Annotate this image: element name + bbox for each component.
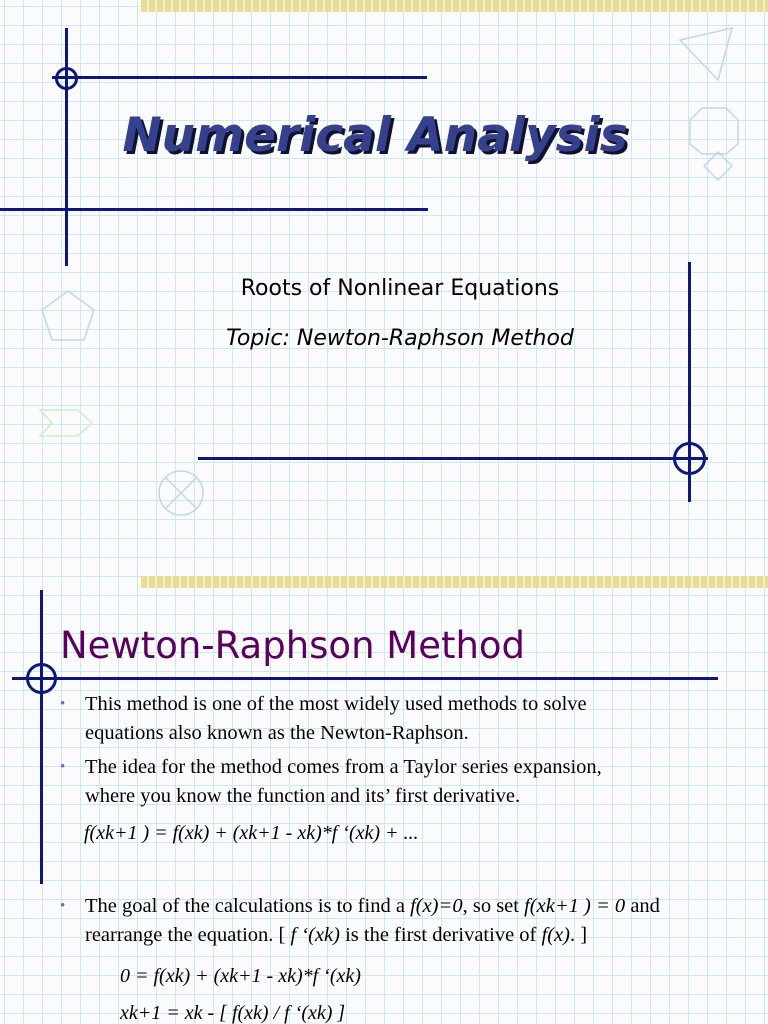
taylor-equation: f(xk+1 ) = f(xk) + (xk+1 - xk)*f ‘(xk) + ... bbox=[84, 822, 419, 844]
content-slide bbox=[0, 576, 768, 1024]
newton-iteration-equation: xk+1 = xk - [ f(xk) / f ‘(xk) ] bbox=[120, 1002, 346, 1024]
bullet-icon: • bbox=[60, 898, 66, 914]
bullet-item bbox=[60, 753, 750, 811]
crosshair-circle-right bbox=[673, 442, 706, 475]
bullet-icon: • bbox=[60, 759, 66, 775]
horizontal-rule-right bbox=[198, 457, 708, 460]
bullet-text-line: The goal of the calculations is to find a f(x)=0, so set f(xk+1 ) = 0 and bbox=[85, 895, 660, 917]
top-stripe bbox=[141, 576, 768, 588]
bullet-text-line: This method is one of the most widely used methods to solve bbox=[85, 693, 587, 715]
slide-topic: Topic: Newton-Raphson Method bbox=[226, 326, 574, 351]
top-stripe bbox=[141, 0, 768, 12]
crosshair-circle bbox=[26, 663, 57, 694]
bullet-text-line: The idea for the method comes from a Taylor series expansion, bbox=[85, 756, 602, 778]
circle-x-icon bbox=[156, 468, 206, 518]
horizontal-rule-bottom bbox=[0, 208, 428, 211]
vertical-rule bbox=[40, 590, 43, 884]
horizontal-rule bbox=[12, 677, 718, 680]
root-equation: 0 = f(xk) + (xk+1 - xk)*f ‘(xk) bbox=[120, 965, 361, 987]
bullet-text-line: where you know the function and its’ first derivative. bbox=[85, 785, 521, 807]
bullet-item bbox=[60, 690, 750, 748]
slide-title: Newton-Raphson Method bbox=[60, 624, 526, 667]
slide-subtitle: Roots of Nonlinear Equations bbox=[240, 276, 560, 301]
bullet-item bbox=[60, 892, 750, 950]
bullet-text-line: equations also known as the Newton-Raphson. bbox=[85, 722, 469, 744]
horizontal-rule-top bbox=[52, 76, 427, 79]
bullet-icon: • bbox=[60, 696, 66, 712]
bullet-text-line: rearrange the equation. [ f ‘(xk) is the first derivative of f(x). ] bbox=[85, 924, 588, 946]
arrow-shape-icon bbox=[38, 406, 96, 440]
slide-title: Numerical Analysis bbox=[122, 108, 628, 163]
crosshair-circle bbox=[55, 67, 78, 90]
